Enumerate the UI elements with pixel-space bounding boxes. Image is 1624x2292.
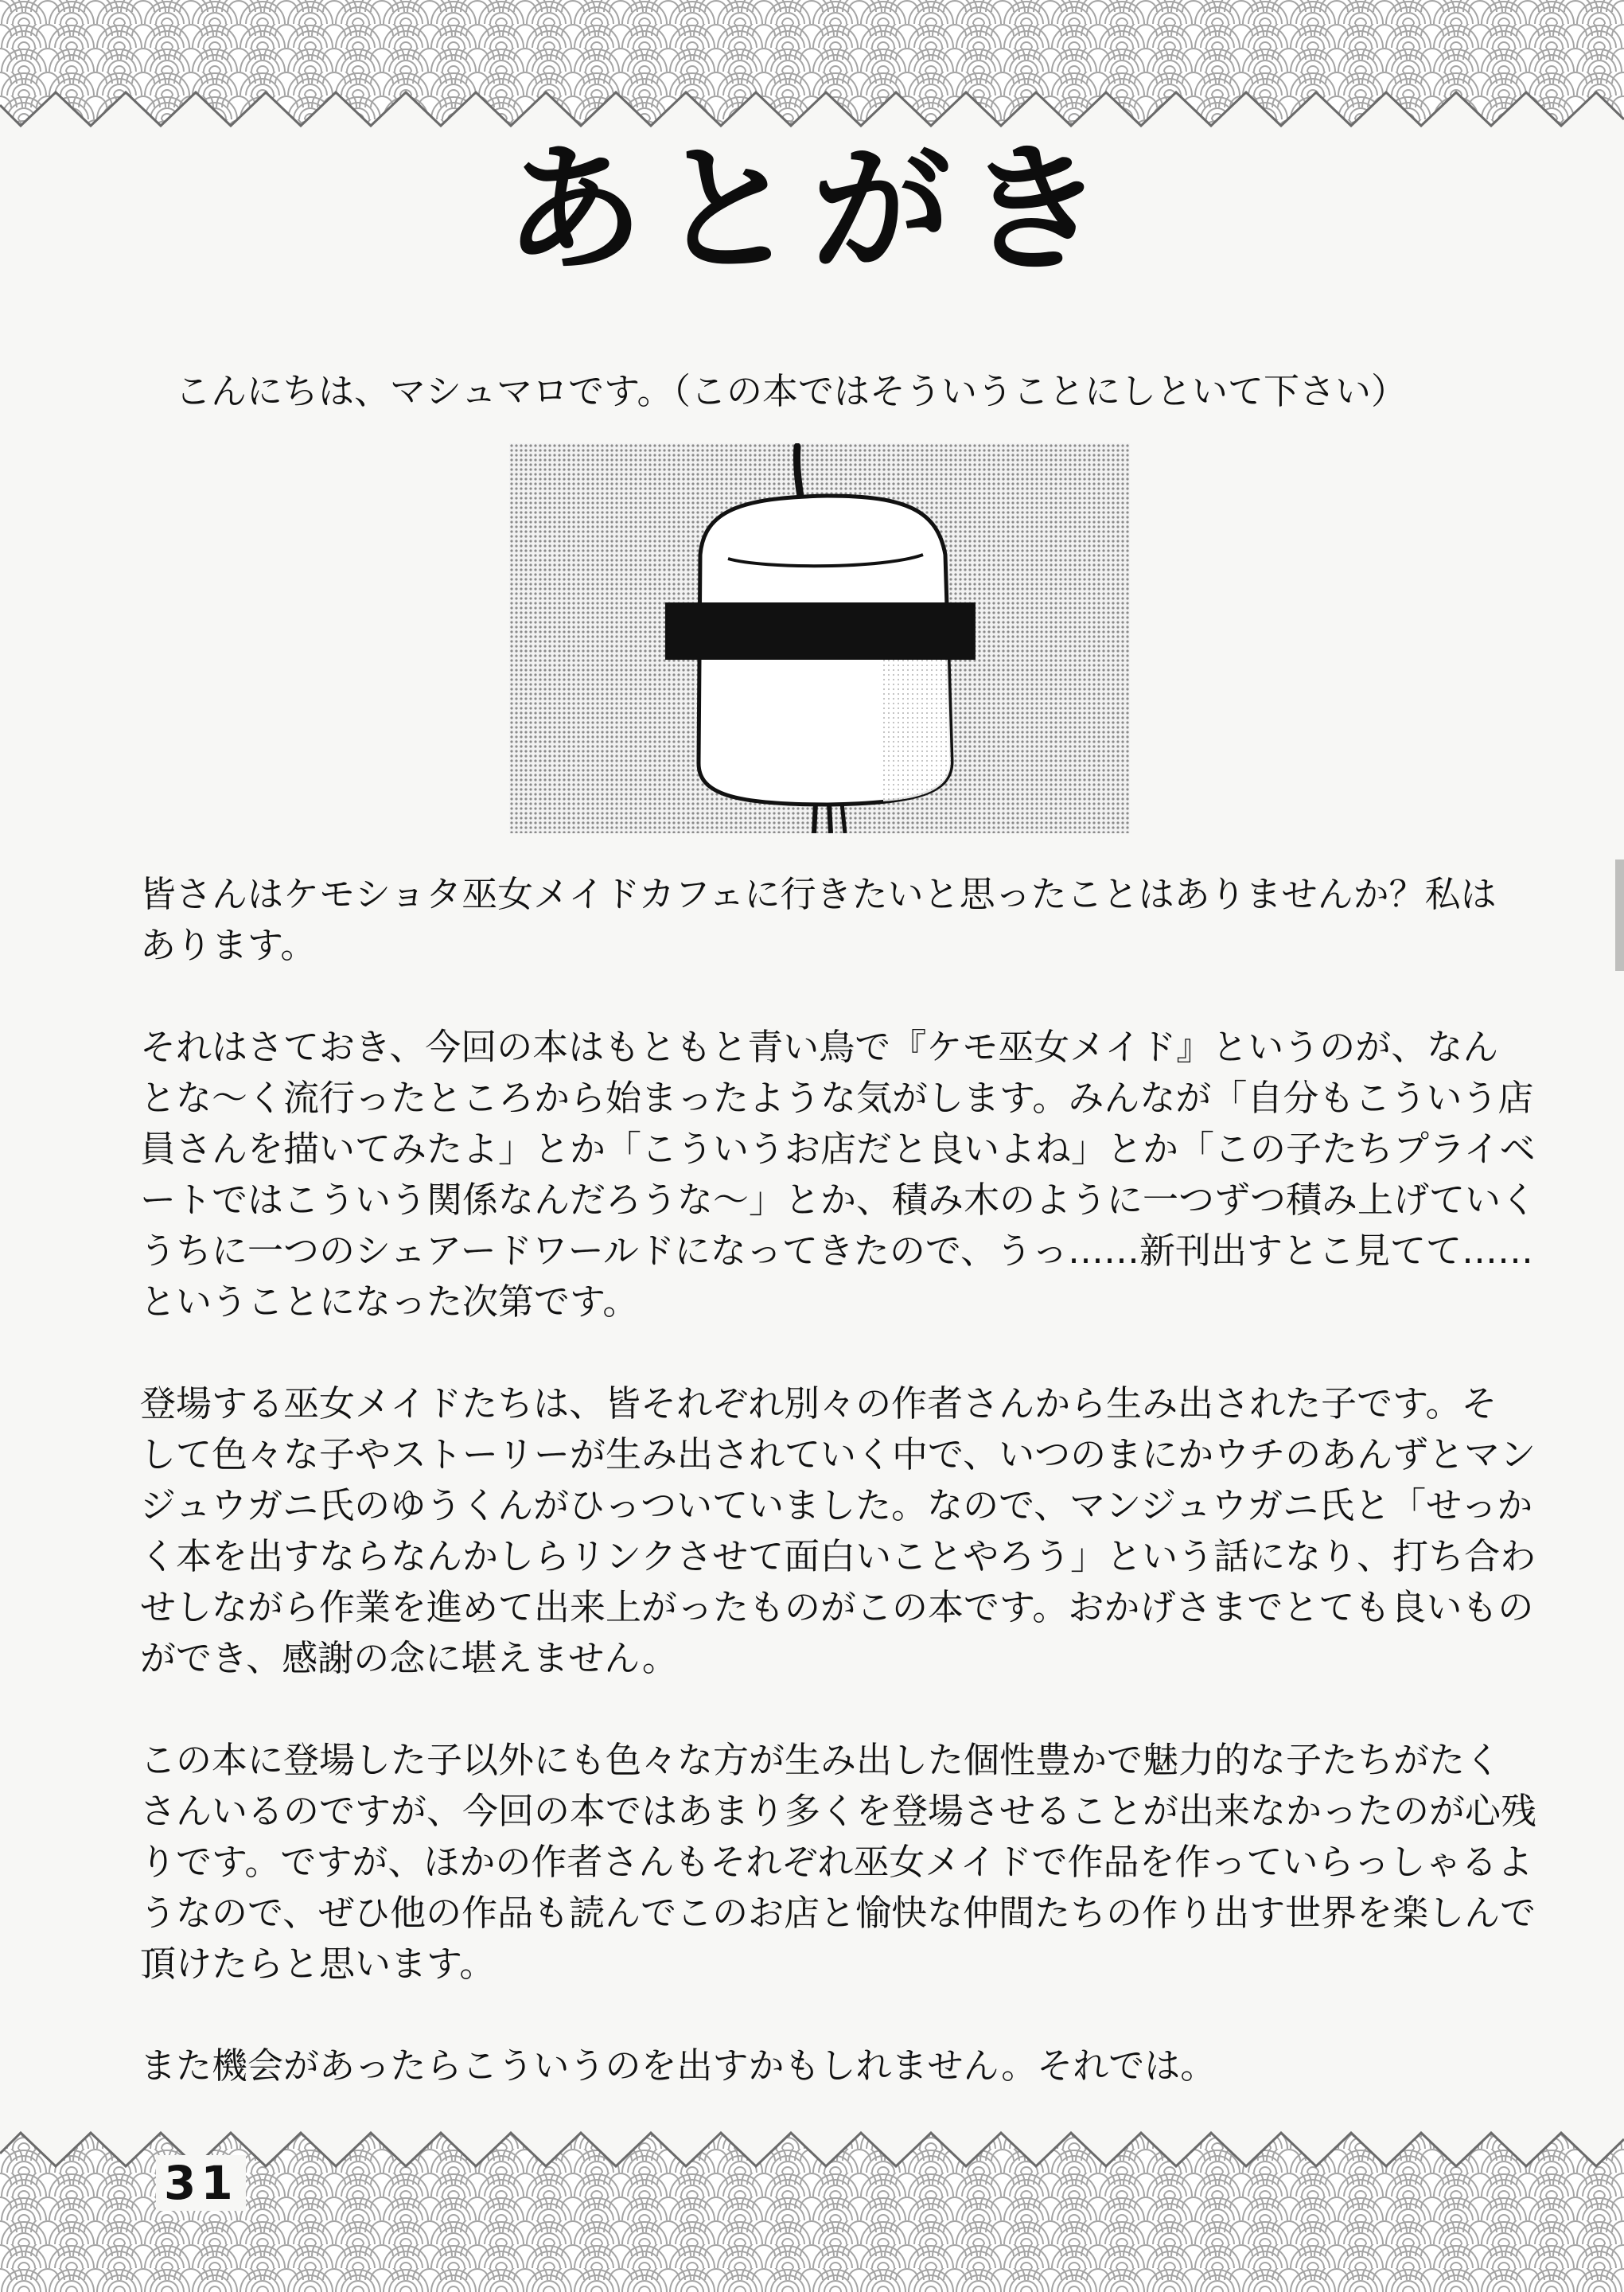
text-line: して色々な子やストーリーが生み出されていく中で、いつのまにかウチのあんずとマン: [140, 1433, 1536, 1475]
text-line: く本を出すならなんかしらリンクさせて面白いことやろう」という話になり、打ち合わ: [140, 1535, 1536, 1577]
text-line: また機会があったらこういうのを出すかもしれません。それでは。: [140, 2044, 1217, 2087]
paragraph-4: [140, 1735, 1537, 1990]
text-line: 員さんを描いてみたよ」とか「こういうお店だと良いよね」とか「この子たちプライベ: [140, 1128, 1536, 1170]
paragraph-5: [140, 2041, 1502, 2091]
title-text: あとがき: [504, 130, 1119, 291]
text-line: りです。ですが、ほかの作者さんもそれぞれ巫女メイドで作品を作っていらっしゃるよ: [140, 1841, 1533, 1883]
intro-line: こんにちは、マシュマロです。（この本ではそういうことにしといて下さい）: [175, 370, 1408, 412]
text-line: あります。: [140, 924, 317, 966]
text-line: うちに一つのシェアードワールドになってきたので、うっ……新刊出すとこ見てて……: [140, 1230, 1533, 1272]
text-line: せしながら作業を進めて出来上がったものがこの本です。おかげさまでとても良いもの: [140, 1586, 1534, 1628]
text-line: それはさておき、今回の本はもともと青い鳥で『ケモ巫女メイド』というのが、なん: [140, 1026, 1499, 1068]
marshmallow-illustration: [509, 443, 1130, 833]
scan-edge-mark: [1615, 860, 1624, 971]
text-line: ということになった次第です。: [140, 1280, 639, 1323]
text-line: ジュウガニ氏のゆうくんがひっついていました。なので、マンジュウガニ氏と「せっか: [140, 1484, 1533, 1526]
text-line: ートではこういう関係なんだろうな～」とか、積み木のように一つずつ積み上げていく: [140, 1179, 1537, 1221]
text-line: 登場する巫女メイドたちは、皆それぞれ別々の作者さんから生み出された子です。そ: [140, 1382, 1497, 1425]
text-line: この本に登場した子以外にも色々な方が生み出した個性豊かで魅力的な子たちがたく: [140, 1739, 1501, 1781]
text-line: 頂けたらと思います。: [140, 1943, 496, 1985]
text-line: ができ、感謝の念に堪えません。: [140, 1637, 678, 1679]
paragraph-3: [140, 1378, 1536, 1684]
text-line: うなので、ぜひ他の作品も読んでこのお店と愉快な仲間たちの作り出す世界を楽しんで: [140, 1892, 1536, 1934]
text-line: とな～く流行ったところから始まったような気がします。みんなが「自分もこういう店: [140, 1077, 1534, 1119]
text-line: さんいるのですが、今回の本ではあまり多くを登場させることが出来なかったのが心残: [140, 1790, 1537, 1832]
paragraph-2: [140, 1022, 1537, 1327]
paragraph-1: [140, 869, 1502, 971]
afterword-body: [140, 869, 1537, 2142]
page-number: 31: [156, 2155, 246, 2211]
afterword-title: [477, 80, 1146, 342]
text-line: 皆さんはケモショタ巫女メイドカフェに行きたいと思ったことはありませんか？私は: [140, 873, 1497, 915]
